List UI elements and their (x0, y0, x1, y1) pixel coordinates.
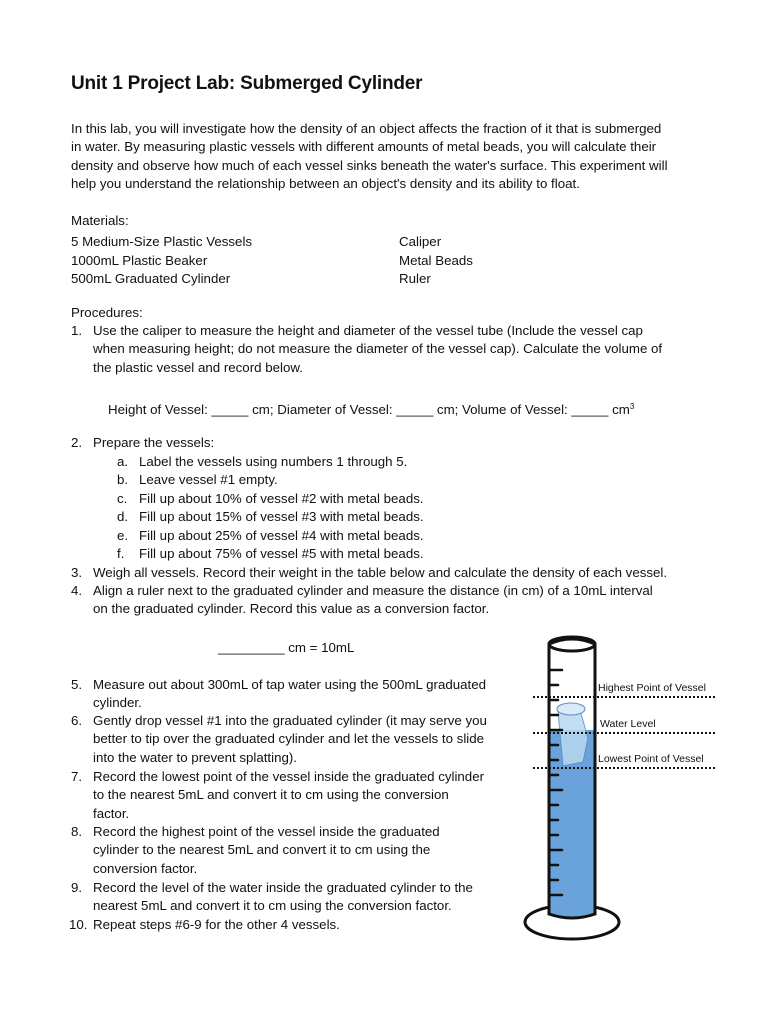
step-number: 2. (71, 435, 83, 450)
step-number: 10. (69, 917, 88, 932)
material-item: Caliper (399, 234, 442, 249)
page-title: Unit 1 Project Lab: Submerged Cylinder (71, 73, 423, 94)
step-line: Measure out about 300mL of tap water using the 500mL graduated (93, 677, 487, 692)
step-line: cylinder to the nearest 5mL and convert it to cm using the (93, 842, 431, 858)
substep-letter: e. (117, 528, 129, 543)
step-text (93, 879, 473, 916)
measurement-fields: Height of Vessel: _____ cm; Diameter of Vessel: _____ cm; Volume of Vessel: _____ cm (108, 402, 630, 417)
step-line: factor. (93, 805, 130, 821)
step-line: Align a ruler next to the graduated cylinder and measure the distance (in cm) of a 10mL interval (93, 583, 653, 598)
step-line: cylinder. (93, 695, 142, 711)
substep-text: Label the vessels using numbers 1 through 5. (139, 454, 408, 469)
substep-letter: b. (117, 472, 129, 487)
substep-letter: c. (117, 491, 128, 506)
materials-heading: Materials: (71, 213, 129, 228)
material-item: 5 Medium-Size Plastic Vessels (71, 234, 253, 249)
step-line: Gently drop vessel #1 into the graduated cylinder (it may serve you (93, 713, 487, 728)
step-number: 6. (71, 713, 83, 728)
step-line: into the water to prevent splatting). (93, 749, 297, 765)
step-line: conversion factor. (93, 860, 198, 876)
intro-line: help you understand the relationship between an object's density and its ability to float. (71, 175, 580, 191)
step-text (93, 582, 653, 619)
step-text (93, 768, 484, 823)
procedure-step-1 (71, 322, 711, 378)
vessel-cap (557, 703, 585, 715)
step-text (93, 712, 487, 767)
material-item: Ruler (399, 271, 431, 286)
graduated-cylinder-diagram (515, 630, 765, 950)
step-number: 9. (71, 880, 83, 895)
step-text: Weigh all vessels. Record their weight in the table below and calculate the density of each vessel. (93, 565, 668, 580)
intro-line: density and observe how much of each vessel sinks beneath the water's surface. This experiment will (71, 157, 668, 173)
step-number: 5. (71, 677, 83, 692)
step-line: when measuring height; do not measure the diameter of the vessel cap). Calculate the volume of (93, 341, 663, 357)
step-line: the plastic vessel and record below. (93, 359, 303, 375)
step-number: 7. (71, 769, 83, 784)
step-text (93, 322, 662, 377)
step-text (93, 823, 440, 878)
step-line: Record the level of the water inside the graduated cylinder to the (93, 880, 473, 895)
superscript-3: 3 (629, 402, 635, 411)
step-text: Repeat steps #6-9 for the other 4 vessels. (93, 917, 340, 932)
step-line: better to tip over the graduated cylinder and let the vessels to slide (93, 731, 485, 747)
step-line: nearest 5mL and convert it to cm using the conversion factor. (93, 898, 452, 914)
step-line: Use the caliper to measure the height and diameter of the vessel tube (Include the vessel cap (93, 323, 643, 338)
material-item: 1000mL Plastic Beaker (71, 252, 208, 268)
substep-text: Leave vessel #1 empty. (139, 472, 278, 487)
substep-letter: a. (117, 454, 129, 469)
step-number: 8. (71, 824, 83, 839)
step-line: Record the lowest point of the vessel inside the graduated cylinder (93, 769, 485, 784)
step-text (93, 676, 486, 713)
substep-text: Fill up about 15% of vessel #3 with metal beads. (139, 509, 424, 524)
step-line: Record the highest point of the vessel inside the graduated (93, 824, 440, 839)
material-item: 500mL Graduated Cylinder (71, 271, 231, 286)
substep-text: Fill up about 25% of vessel #4 with metal beads. (139, 528, 424, 543)
vessel (558, 710, 588, 766)
material-item: Metal Beads (399, 252, 473, 268)
step-line: to the nearest 5mL and convert it to cm using the conversion (93, 787, 449, 803)
materials-list-right (399, 233, 473, 289)
lowest-point-label: Lowest Point of Vessel (598, 753, 704, 765)
intro-line: In this lab, you will investigate how the density of an object affects the fraction of it that is submerged (71, 121, 662, 136)
vessel-measurement-line (108, 398, 634, 419)
procedures-heading: Procedures: (71, 305, 143, 320)
step-line: on the graduated cylinder. Record this value as a conversion factor. (93, 601, 490, 617)
step-number: 4. (71, 583, 83, 598)
step-text: Prepare the vessels: (93, 435, 215, 450)
substep-text: Fill up about 10% of vessel #2 with metal beads. (139, 491, 424, 506)
substep-text: Fill up about 75% of vessel #5 with metal beads. (139, 546, 424, 561)
water-level-label: Water Level (600, 718, 656, 730)
step-number: 1. (71, 323, 83, 338)
substep-letter: f. (117, 546, 125, 561)
highest-point-label: Highest Point of Vessel (598, 682, 706, 694)
intro-line: in water. By measuring plastic vessels with different amounts of metal beads, you will calculate their (71, 139, 657, 155)
step-number: 3. (71, 565, 83, 580)
substep-letter: d. (117, 509, 129, 524)
materials-list-left (71, 233, 252, 289)
conversion-factor-line: _________ cm = 10mL (218, 640, 355, 655)
intro-paragraph (71, 120, 711, 193)
